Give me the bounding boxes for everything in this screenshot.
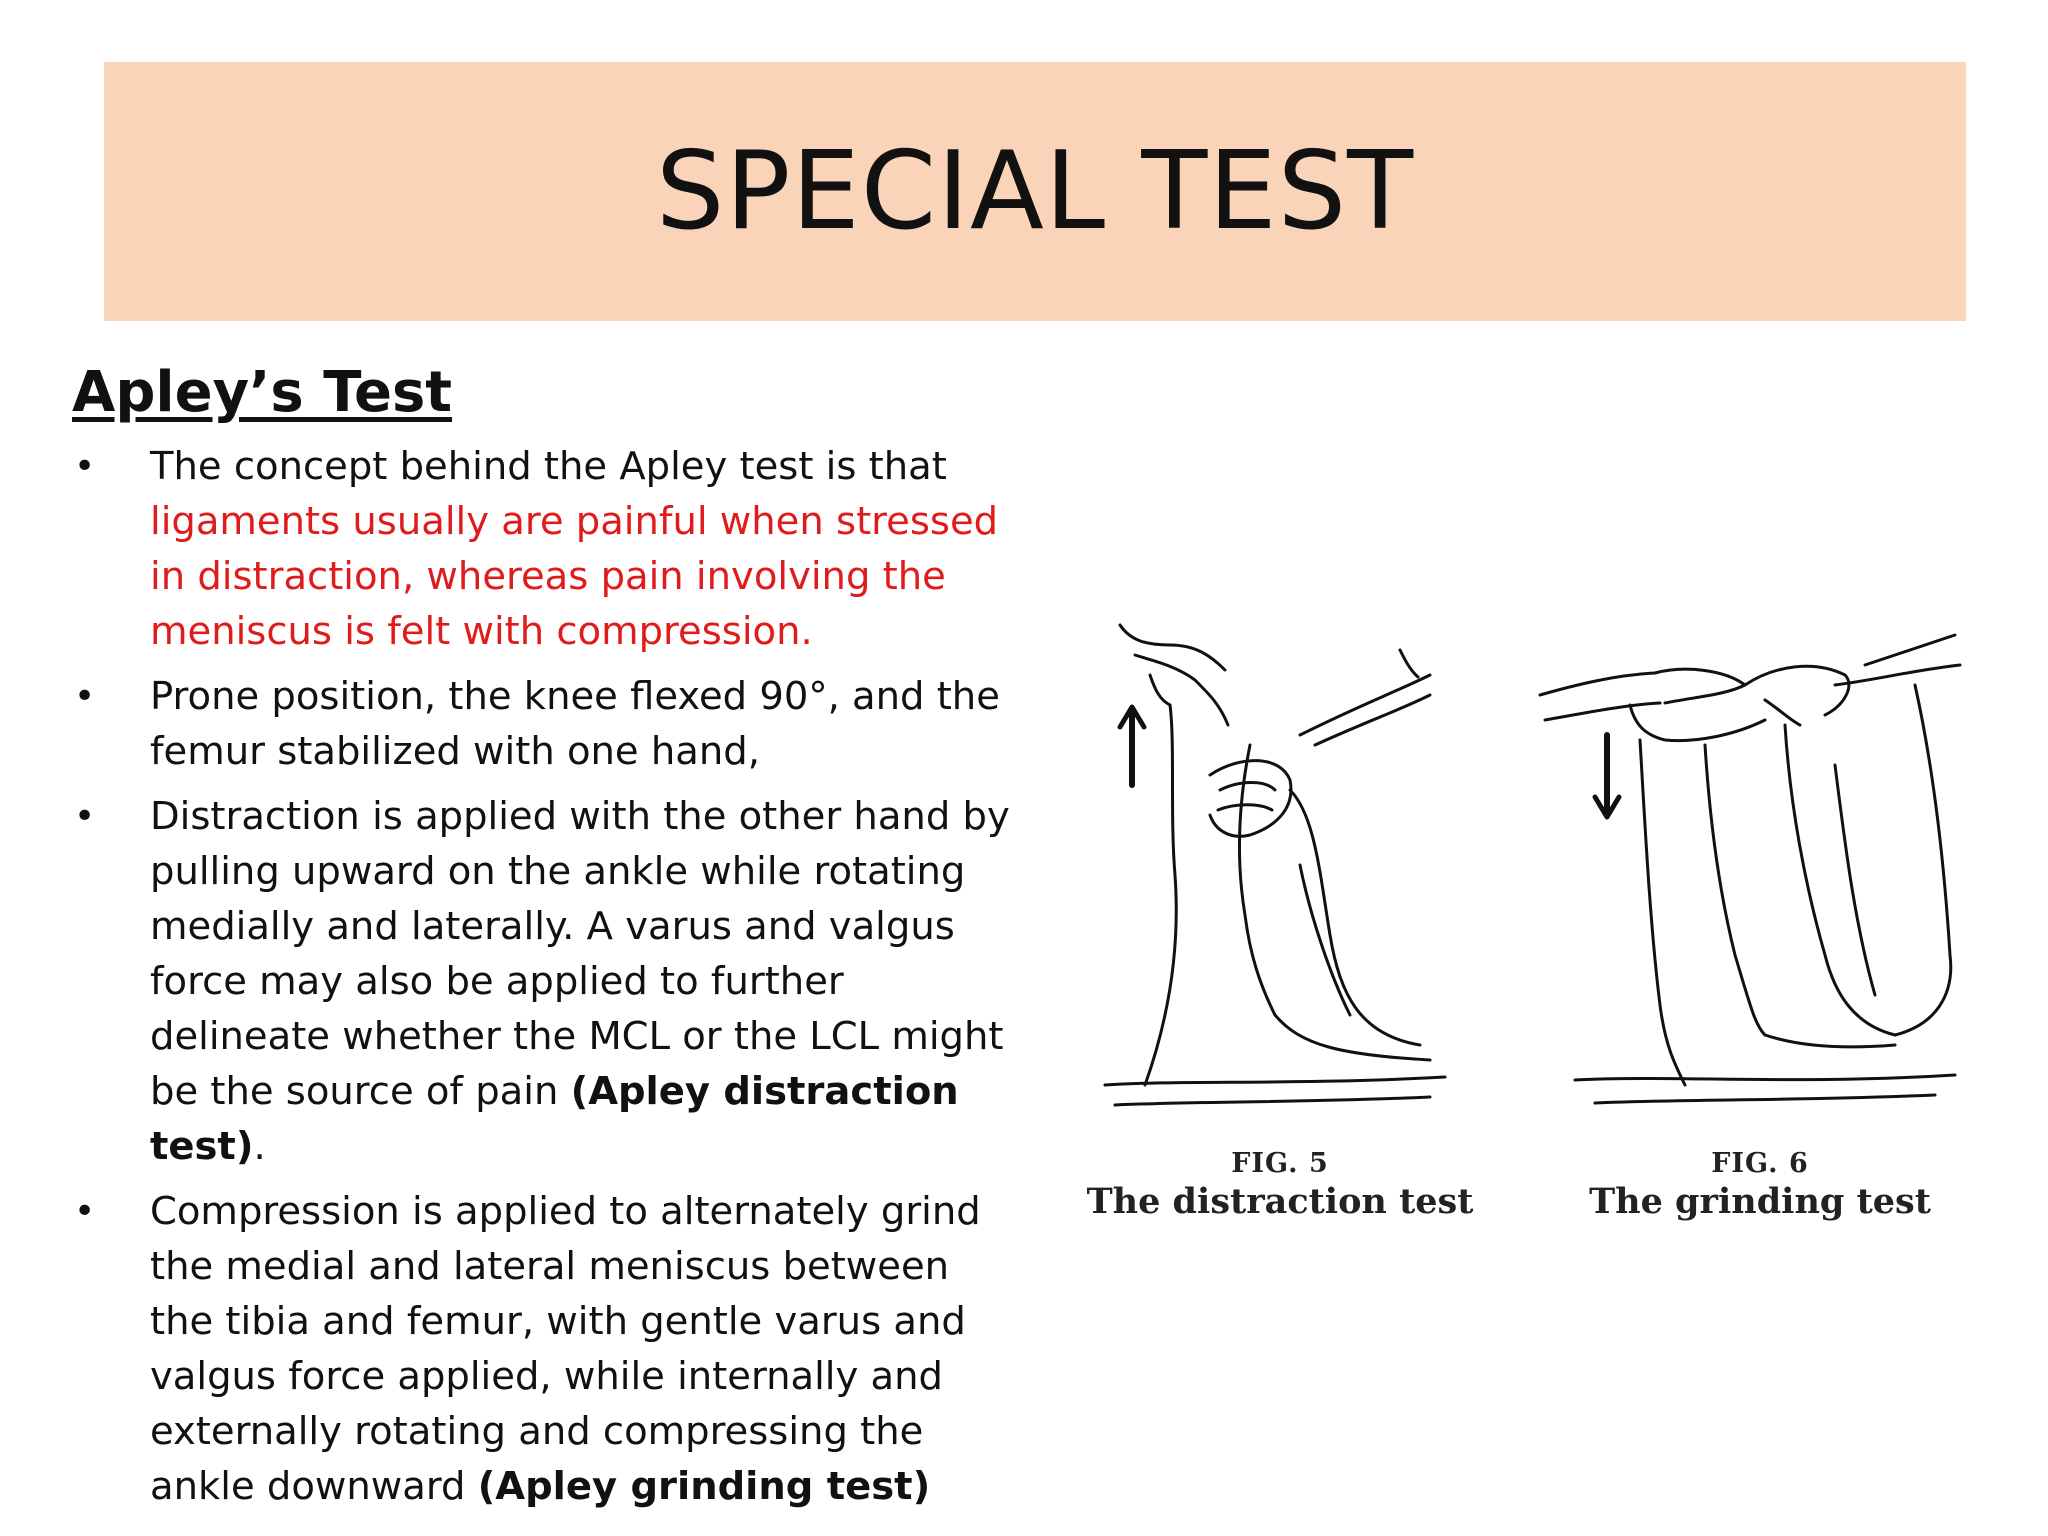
bullet-text: The concept behind the Apley test is that xyxy=(150,444,947,489)
bullet-text: Compression is applied to alternately grind the medial and lateral meniscus between the tibia and femur, with gentle varus and valgus force applied, while internally and externally rotating and compressing the ankle downward xyxy=(150,1189,981,1509)
bullet-text: Prone position, the knee flexed 90°, and the femur stabilized with one hand, xyxy=(150,674,1000,774)
grinding-test-illustration xyxy=(1535,625,1965,1115)
bullet-tail: . xyxy=(253,1124,266,1169)
bullet-list xyxy=(72,439,1022,1514)
title-band xyxy=(104,62,1966,321)
bold-term: (Apley distraction test) xyxy=(150,1069,959,1169)
bullet-text: Distraction is applied with the other hand by pulling upward on the ankle while rotating medially and laterally. A varus and valgus force may also be applied to further delineate whether the MCL or the LCL might be the source of pain xyxy=(150,794,1010,1114)
figure-title: The grinding test xyxy=(1589,1181,1931,1222)
bullet-item xyxy=(72,439,1022,659)
text-content xyxy=(72,360,1022,1524)
down-arrow-icon xyxy=(1595,735,1619,817)
bullet-item xyxy=(72,789,1022,1174)
figure-number: FIG. 5 xyxy=(1231,1148,1329,1179)
highlighted-text: ligaments usually are painful when stressed in distraction, whereas pain involving the meniscus is felt with compression. xyxy=(150,499,999,654)
bullet-item xyxy=(72,1184,1022,1514)
section-heading: Apley’s Test xyxy=(72,360,453,425)
bold-term: (Apley grinding test) xyxy=(477,1464,931,1509)
figure-caption xyxy=(1540,1148,1980,1222)
bullet-item xyxy=(72,669,1022,779)
figure-caption xyxy=(1060,1148,1500,1222)
distraction-test-illustration xyxy=(1100,615,1450,1115)
up-arrow-icon xyxy=(1120,707,1144,785)
figure-number: FIG. 6 xyxy=(1711,1148,1809,1179)
figure-title: The distraction test xyxy=(1086,1181,1474,1222)
slide-title: SPECIAL TEST xyxy=(655,129,1415,254)
